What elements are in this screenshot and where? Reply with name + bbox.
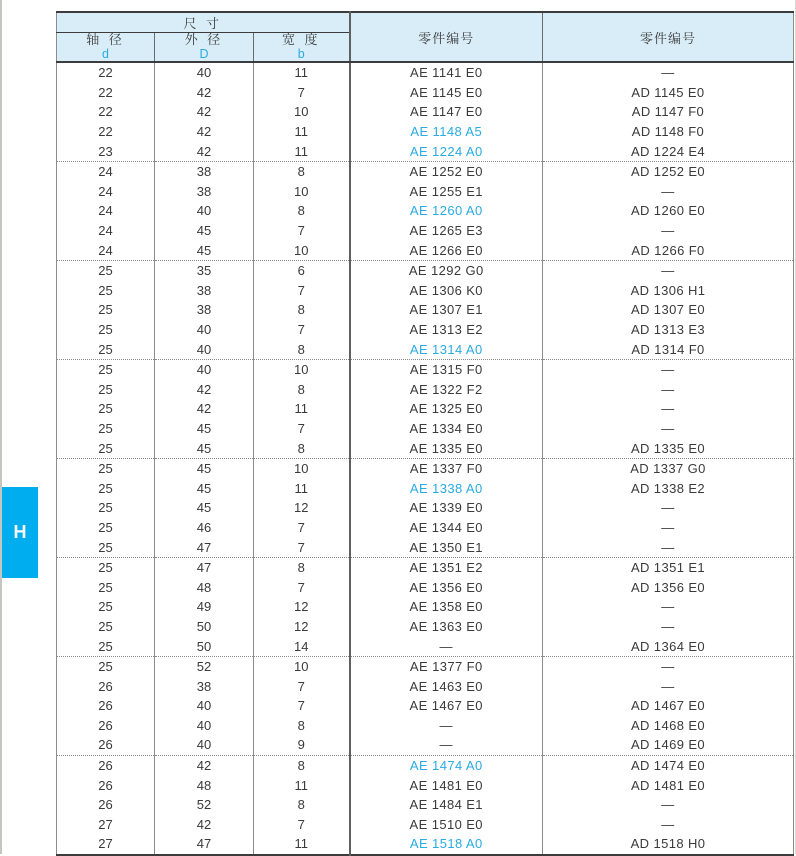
cell-shaft-d: 26 (98, 797, 113, 813)
cell-part-ad: AD 1148 F0 (543, 122, 794, 142)
table-row (57, 83, 794, 103)
cell-outer-D: 45 (155, 221, 254, 241)
cell-part-ad: — (543, 419, 794, 439)
cell-part-ae: AE 1252 E0 (350, 161, 543, 181)
cell-width-b: 8 (254, 557, 350, 577)
cell-width-b: 10 (254, 102, 350, 122)
table-row (57, 102, 794, 122)
cell-shaft-d: 25 (98, 638, 113, 654)
table-row (57, 636, 794, 656)
table-row (57, 300, 794, 320)
cell-outer-D: 40 (155, 339, 254, 359)
cell-outer-D: 35 (155, 260, 254, 280)
bearing-parts-table (56, 11, 794, 856)
cell-width-b: 14 (254, 636, 350, 656)
page-edge-line-left (0, 0, 2, 854)
cell-shaft-d: 26 (98, 777, 113, 793)
cell-outer-D: 48 (155, 577, 254, 597)
cell-part-ad: AD 1338 E2 (543, 478, 794, 498)
cell-part-ad: AD 1266 F0 (543, 240, 794, 260)
cell-shaft-d: 25 (98, 420, 113, 436)
cell-part-ad: AD 1224 E4 (543, 141, 794, 161)
cell-part-ae: AE 1351 E2 (350, 557, 543, 577)
cell-outer-D: 38 (155, 676, 254, 696)
cell-outer-D: 42 (155, 380, 254, 400)
cell-shaft-d: 25 (98, 440, 113, 456)
cell-width-b: 11 (254, 141, 350, 161)
cell-shaft-d: 27 (98, 816, 113, 832)
cell-shaft-d: 25 (98, 322, 113, 338)
cell-part-ad: AD 1252 E0 (543, 161, 794, 181)
table-row (57, 221, 794, 241)
table-row (57, 281, 794, 301)
header-shaft-diameter-symbol: d (102, 46, 109, 61)
cell-shaft-d: 26 (98, 717, 113, 733)
cell-outer-D: 45 (155, 458, 254, 478)
cell-shaft-d: 25 (98, 480, 113, 496)
cell-outer-D: 42 (155, 102, 254, 122)
cell-outer-D: 42 (155, 122, 254, 142)
cell-outer-D: 40 (155, 320, 254, 340)
cell-shaft-d: 25 (98, 500, 113, 516)
cell-outer-D: 47 (155, 537, 254, 557)
cell-width-b: 10 (254, 458, 350, 478)
header-width-label: 宽 度 (281, 32, 321, 48)
cell-outer-D: 40 (155, 735, 254, 755)
cell-width-b: 7 (254, 537, 350, 557)
cell-part-ad: AD 1145 E0 (543, 83, 794, 103)
cell-width-b: 7 (254, 320, 350, 340)
cell-shaft-d: 26 (98, 678, 113, 694)
cell-outer-D: 40 (155, 359, 254, 379)
cell-shaft-d: 25 (57, 458, 155, 478)
cell-shaft-d: 25 (98, 599, 113, 615)
cell-shaft-d: 25 (57, 557, 155, 577)
cell-width-b: 11 (254, 478, 350, 498)
cell-width-b: 7 (254, 281, 350, 301)
cell-outer-D: 50 (155, 636, 254, 656)
table-row (57, 399, 794, 419)
table-row (57, 834, 794, 855)
cell-width-b: 8 (254, 300, 350, 320)
cell-part-ae: AE 1338 A0 (350, 478, 543, 498)
cell-width-b: 12 (254, 597, 350, 617)
cell-part-ae: AE 1337 F0 (350, 458, 543, 478)
header-outer-diameter (155, 33, 254, 63)
cell-outer-D: 42 (155, 141, 254, 161)
cell-width-b: 8 (254, 380, 350, 400)
cell-part-ad: AD 1307 E0 (543, 300, 794, 320)
table-row (57, 438, 794, 458)
cell-part-ae: AE 1350 E1 (350, 537, 543, 557)
cell-width-b: 8 (254, 795, 350, 815)
cell-width-b: 8 (254, 339, 350, 359)
cell-width-b: 7 (254, 83, 350, 103)
table-row (57, 617, 794, 637)
cell-part-ae: AE 1145 E0 (350, 83, 543, 103)
cell-outer-D: 45 (155, 478, 254, 498)
cell-part-ae: AE 1481 E0 (350, 775, 543, 795)
cell-outer-D: 38 (155, 182, 254, 202)
cell-part-ae: AE 1313 E2 (350, 320, 543, 340)
table-row (57, 320, 794, 340)
table-row (57, 656, 794, 676)
table-row (57, 458, 794, 478)
cell-outer-D: 38 (155, 300, 254, 320)
table-row (57, 537, 794, 557)
table-row (57, 716, 794, 736)
table-row (57, 795, 794, 815)
cell-shaft-d: 22 (98, 124, 113, 140)
cell-part-ae: AE 1377 F0 (350, 656, 543, 676)
cell-part-ae: AE 1474 A0 (350, 755, 543, 775)
cell-outer-D: 52 (155, 795, 254, 815)
table-row (57, 339, 794, 359)
cell-part-ae: AE 1463 E0 (350, 676, 543, 696)
cell-part-ad: AD 1337 G0 (543, 458, 794, 478)
cell-part-ad: — (543, 498, 794, 518)
cell-width-b: 7 (254, 815, 350, 835)
cell-part-ad: — (543, 380, 794, 400)
cell-part-ae: AE 1335 E0 (350, 438, 543, 458)
cell-shaft-d: 22 (98, 84, 113, 100)
cell-part-ae: AE 1358 E0 (350, 597, 543, 617)
cell-part-ae: AE 1266 E0 (350, 240, 543, 260)
cell-outer-D: 47 (155, 834, 254, 855)
cell-part-ad: — (543, 221, 794, 241)
cell-outer-D: 42 (155, 399, 254, 419)
cell-width-b: 10 (254, 359, 350, 379)
table-row (57, 161, 794, 181)
cell-shaft-d: 26 (98, 698, 113, 714)
table-row (57, 359, 794, 379)
cell-part-ae: AE 1148 A5 (350, 122, 543, 142)
cell-width-b: 10 (254, 182, 350, 202)
cell-width-b: 8 (254, 755, 350, 775)
cell-part-ae: AE 1518 A0 (350, 834, 543, 855)
cell-part-ae: AE 1265 E3 (350, 221, 543, 241)
cell-part-ae: AE 1325 E0 (350, 399, 543, 419)
table-row (57, 201, 794, 221)
cell-outer-D: 38 (155, 161, 254, 181)
cell-outer-D: 40 (155, 62, 254, 83)
cell-width-b: 7 (254, 221, 350, 241)
cell-part-ad: — (543, 617, 794, 637)
cell-width-b: 12 (254, 617, 350, 637)
cell-part-ae: — (350, 735, 543, 755)
cell-part-ae: AE 1363 E0 (350, 617, 543, 637)
table-row (57, 775, 794, 795)
cell-width-b: 7 (254, 419, 350, 439)
table-row (57, 380, 794, 400)
cell-part-ae: AE 1322 F2 (350, 380, 543, 400)
cell-outer-D: 42 (155, 83, 254, 103)
cell-part-ae: AE 1147 E0 (350, 102, 543, 122)
cell-part-ad: — (543, 62, 794, 83)
cell-part-ad: — (543, 399, 794, 419)
header-part-number-1: 零件编号 (350, 12, 543, 62)
table-row (57, 518, 794, 538)
section-tab-label: H (13, 522, 27, 542)
cell-outer-D: 45 (155, 419, 254, 439)
header-width-symbol: b (297, 46, 305, 61)
cell-outer-D: 46 (155, 518, 254, 538)
cell-width-b: 8 (254, 716, 350, 736)
cell-part-ad: — (543, 260, 794, 280)
cell-shaft-d: 24 (57, 161, 155, 181)
cell-part-ae: AE 1467 E0 (350, 696, 543, 716)
table-body (57, 62, 794, 855)
cell-width-b: 10 (254, 240, 350, 260)
cell-width-b: 7 (254, 577, 350, 597)
cell-part-ae: — (350, 636, 543, 656)
cell-width-b: 10 (254, 656, 350, 676)
cell-width-b: 6 (254, 260, 350, 280)
cell-part-ad: — (543, 656, 794, 676)
header-dimensions-group: 尺 寸 (57, 12, 350, 33)
cell-shaft-d: 25 (98, 302, 113, 318)
cell-outer-D: 50 (155, 617, 254, 637)
cell-part-ad: AD 1260 E0 (543, 201, 794, 221)
cell-width-b: 8 (254, 201, 350, 221)
cell-part-ae: AE 1344 E0 (350, 518, 543, 538)
cell-width-b: 12 (254, 498, 350, 518)
table-row (57, 122, 794, 142)
table-row (57, 182, 794, 202)
cell-shaft-d: 24 (98, 223, 113, 239)
cell-part-ad: — (543, 537, 794, 557)
cell-part-ad: — (543, 815, 794, 835)
cell-outer-D: 47 (155, 557, 254, 577)
cell-part-ad: AD 1469 E0 (543, 735, 794, 755)
cell-width-b: 11 (254, 62, 350, 83)
cell-shaft-d: 25 (98, 401, 113, 417)
cell-part-ae: AE 1484 E1 (350, 795, 543, 815)
table-row (57, 419, 794, 439)
table-row (57, 240, 794, 260)
cell-shaft-d: 25 (98, 282, 113, 298)
cell-part-ad: — (543, 676, 794, 696)
table-row (57, 478, 794, 498)
cell-part-ad: AD 1306 H1 (543, 281, 794, 301)
table-row (57, 62, 794, 83)
cell-shaft-d: 24 (98, 203, 113, 219)
cell-part-ae: AE 1224 A0 (350, 141, 543, 161)
cell-shaft-d: 25 (57, 359, 155, 379)
cell-shaft-d: 25 (98, 579, 113, 595)
cell-part-ad: AD 1313 E3 (543, 320, 794, 340)
cell-outer-D: 45 (155, 438, 254, 458)
cell-part-ae: AE 1315 F0 (350, 359, 543, 379)
table-row (57, 815, 794, 835)
table-row (57, 597, 794, 617)
table-row (57, 676, 794, 696)
cell-part-ae: AE 1260 A0 (350, 201, 543, 221)
cell-part-ad: AD 1481 E0 (543, 775, 794, 795)
header-outer-diameter-symbol: D (199, 46, 209, 61)
cell-shaft-d: 24 (98, 183, 113, 199)
cell-part-ad: AD 1147 F0 (543, 102, 794, 122)
header-part-number-2: 零件编号 (543, 12, 794, 62)
table-row (57, 557, 794, 577)
cell-part-ae: AE 1306 K0 (350, 281, 543, 301)
cell-outer-D: 52 (155, 656, 254, 676)
header-outer-diameter-label: 外 径 (184, 32, 224, 48)
cell-outer-D: 42 (155, 815, 254, 835)
header-width (254, 33, 350, 63)
table-header (57, 12, 794, 62)
cell-width-b: 8 (254, 161, 350, 181)
table-row (57, 498, 794, 518)
table-row (57, 696, 794, 716)
cell-part-ad: AD 1474 E0 (543, 755, 794, 775)
cell-shaft-d: 22 (98, 104, 113, 120)
cell-outer-D: 45 (155, 498, 254, 518)
cell-shaft-d: 26 (98, 737, 113, 753)
cell-outer-D: 40 (155, 716, 254, 736)
table-row (57, 260, 794, 280)
cell-part-ae: AE 1141 E0 (350, 62, 543, 83)
cell-shaft-d: 25 (57, 656, 155, 676)
cell-shaft-d: 23 (98, 143, 113, 159)
cell-shaft-d: 27 (98, 836, 113, 852)
cell-shaft-d: 25 (98, 618, 113, 634)
cell-part-ad: AD 1518 H0 (543, 834, 794, 855)
cell-part-ae: AE 1334 E0 (350, 419, 543, 439)
table-row (57, 141, 794, 161)
cell-part-ad: AD 1356 E0 (543, 577, 794, 597)
cell-shaft-d: 25 (57, 260, 155, 280)
cell-shaft-d: 24 (98, 242, 113, 258)
table-row (57, 735, 794, 755)
cell-part-ad: AD 1467 E0 (543, 696, 794, 716)
table-row (57, 577, 794, 597)
cell-part-ae: — (350, 716, 543, 736)
cell-part-ad: AD 1364 E0 (543, 636, 794, 656)
cell-part-ad: — (543, 597, 794, 617)
cell-part-ad: — (543, 518, 794, 538)
cell-width-b: 11 (254, 122, 350, 142)
cell-width-b: 7 (254, 696, 350, 716)
cell-outer-D: 42 (155, 755, 254, 775)
cell-part-ae: AE 1255 E1 (350, 182, 543, 202)
cell-part-ae: AE 1292 G0 (350, 260, 543, 280)
cell-part-ae: AE 1314 A0 (350, 339, 543, 359)
cell-part-ad: AD 1314 F0 (543, 339, 794, 359)
cell-shaft-d: 26 (57, 755, 155, 775)
cell-part-ad: — (543, 182, 794, 202)
cell-width-b: 7 (254, 518, 350, 538)
cell-outer-D: 45 (155, 240, 254, 260)
cell-shaft-d: 22 (98, 65, 113, 81)
cell-width-b: 9 (254, 735, 350, 755)
cell-outer-D: 40 (155, 201, 254, 221)
cell-width-b: 11 (254, 834, 350, 855)
cell-outer-D: 38 (155, 281, 254, 301)
cell-shaft-d: 25 (98, 519, 113, 535)
header-shaft-diameter (57, 33, 155, 63)
cell-part-ae: AE 1356 E0 (350, 577, 543, 597)
cell-outer-D: 40 (155, 696, 254, 716)
cell-width-b: 8 (254, 438, 350, 458)
cell-shaft-d: 25 (98, 381, 113, 397)
cell-part-ad: AD 1468 E0 (543, 716, 794, 736)
table-row (57, 755, 794, 775)
section-tab-h (2, 487, 38, 578)
cell-part-ae: AE 1339 E0 (350, 498, 543, 518)
cell-part-ad: AD 1351 E1 (543, 557, 794, 577)
cell-part-ad: — (543, 359, 794, 379)
cell-width-b: 11 (254, 399, 350, 419)
header-shaft-diameter-label: 轴 径 (86, 32, 125, 48)
cell-part-ad: — (543, 795, 794, 815)
cell-shaft-d: 25 (98, 341, 113, 357)
cell-part-ae: AE 1510 E0 (350, 815, 543, 835)
cell-width-b: 7 (254, 676, 350, 696)
cell-outer-D: 49 (155, 597, 254, 617)
cell-part-ae: AE 1307 E1 (350, 300, 543, 320)
cell-width-b: 11 (254, 775, 350, 795)
cell-shaft-d: 25 (98, 539, 113, 555)
cell-outer-D: 48 (155, 775, 254, 795)
cell-part-ad: AD 1335 E0 (543, 438, 794, 458)
